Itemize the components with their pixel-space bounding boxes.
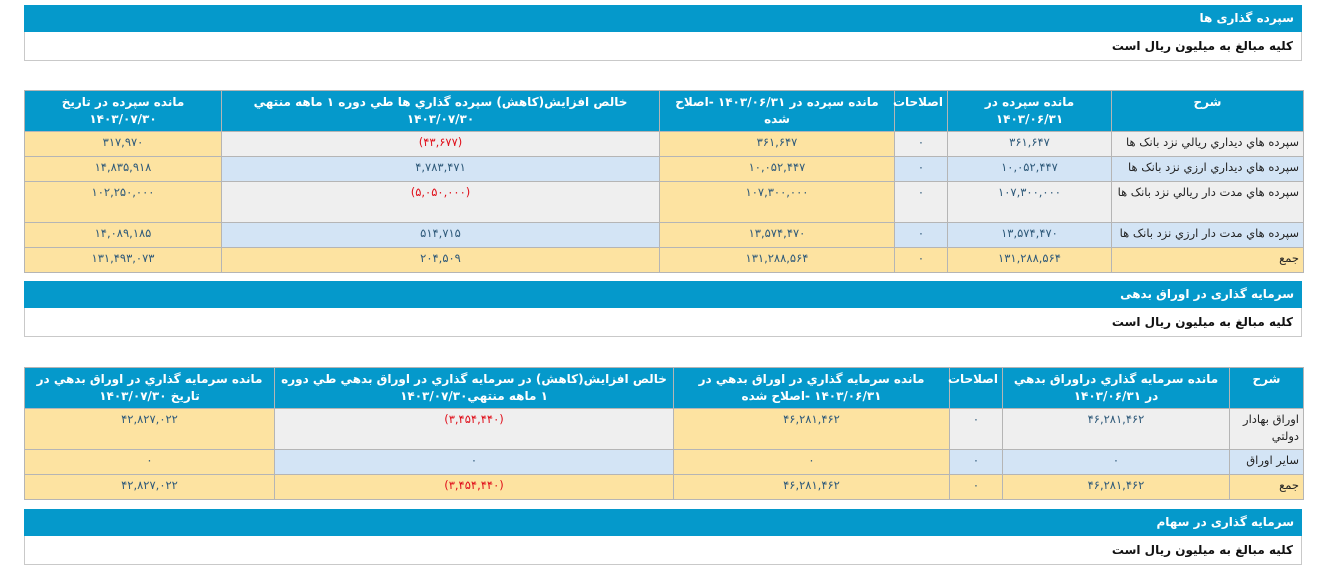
section-title: سرمایه گذاری در اوراق بدهی xyxy=(24,281,1302,308)
section-title: سپرده گذاری ها xyxy=(24,5,1302,32)
deposits-table xyxy=(24,90,1304,273)
cell-adjustments: ۰ xyxy=(950,450,1003,475)
cell-adjustments: ۰ xyxy=(950,409,1003,450)
section-note: کلیه مبالغ به میلیون ریال است xyxy=(24,32,1302,61)
cell-closing: ۱۰۲,۲۵۰,۰۰۰ xyxy=(25,182,222,223)
cell-net-change: (۳,۴۵۴,۴۴۰) xyxy=(275,475,674,500)
section-title: سرمایه گذاری در سهام xyxy=(24,509,1302,536)
bonds-section-header xyxy=(24,281,1302,337)
table-row xyxy=(25,182,1304,223)
table-row xyxy=(25,450,1304,475)
table-row xyxy=(25,132,1304,157)
cell-adjustments: ۰ xyxy=(895,132,948,157)
cell-opening: ۱۰,۰۵۲,۴۴۷ xyxy=(948,157,1112,182)
cell-description: جمع xyxy=(1230,475,1304,500)
cell-adjusted: ۱۰۷,۳۰۰,۰۰۰ xyxy=(660,182,895,223)
cell-adjustments: ۰ xyxy=(895,182,948,223)
cell-closing: ۴۲,۸۲۷,۰۲۲ xyxy=(25,475,275,500)
cell-opening: ۰ xyxy=(1003,450,1230,475)
table-header-row xyxy=(25,368,1304,409)
cell-closing: ۱۴,۰۸۹,۱۸۵ xyxy=(25,223,222,248)
col-header-net-change: خالص افزایش(کاهش) سپرده گذاري ها طي دوره ۱ ماهه منتهي ۱۴۰۳/۰۷/۳۰ xyxy=(222,91,660,132)
cell-net-change: ۲۰۴,۵۰۹ xyxy=(222,248,660,273)
col-header-net-change: خالص افزایش(کاهش) در سرمایه گذاري در اوراق بدهي طي دوره ۱ ماهه منتهي۱۴۰۳/۰۷/۳۰ xyxy=(275,368,674,409)
col-header-closing: مانده سرمایه گذاري در اوراق بدهي در تاریخ ۱۴۰۳/۰۷/۳۰ xyxy=(25,368,275,409)
cell-adjusted: ۱۳,۵۷۴,۴۷۰ xyxy=(660,223,895,248)
cell-opening: ۱۳,۵۷۴,۴۷۰ xyxy=(948,223,1112,248)
cell-description: اوراق بهادار دولتي xyxy=(1230,409,1304,450)
bonds-table xyxy=(24,367,1304,500)
col-header-description: شرح xyxy=(1230,368,1304,409)
cell-adjusted: ۴۶,۲۸۱,۴۶۲ xyxy=(674,475,950,500)
cell-description: سایر اوراق xyxy=(1230,450,1304,475)
section-note: کلیه مبالغ به میلیون ریال است xyxy=(24,536,1302,565)
cell-net-change: (۵,۰۵۰,۰۰۰) xyxy=(222,182,660,223)
cell-net-change: ۴,۷۸۳,۴۷۱ xyxy=(222,157,660,182)
cell-description: سپرده هاي مدت دار ارزي نزد بانک ها xyxy=(1112,223,1304,248)
cell-adjustments: ۰ xyxy=(895,157,948,182)
table-total-row xyxy=(25,248,1304,273)
cell-adjusted: ۱۳۱,۲۸۸,۵۶۴ xyxy=(660,248,895,273)
cell-opening: ۴۶,۲۸۱,۴۶۲ xyxy=(1003,409,1230,450)
cell-closing: ۳۱۷,۹۷۰ xyxy=(25,132,222,157)
table-row xyxy=(25,157,1304,182)
cell-opening: ۱۰۷,۳۰۰,۰۰۰ xyxy=(948,182,1112,223)
cell-net-change: ۰ xyxy=(275,450,674,475)
deposits-section-header xyxy=(24,5,1302,61)
cell-adjustments: ۰ xyxy=(950,475,1003,500)
cell-opening: ۴۶,۲۸۱,۴۶۲ xyxy=(1003,475,1230,500)
table-total-row xyxy=(25,475,1304,500)
cell-net-change: (۴۳,۶۷۷) xyxy=(222,132,660,157)
col-header-description: شرح xyxy=(1112,91,1304,132)
cell-adjusted: ۳۶۱,۶۴۷ xyxy=(660,132,895,157)
cell-closing: ۱۳۱,۴۹۳,۰۷۳ xyxy=(25,248,222,273)
col-header-adjustments: اصلاحات xyxy=(950,368,1003,409)
cell-adjusted: ۱۰,۰۵۲,۴۴۷ xyxy=(660,157,895,182)
col-header-adjustments: اصلاحات xyxy=(895,91,948,132)
cell-closing: ۰ xyxy=(25,450,275,475)
cell-closing: ۴۲,۸۲۷,۰۲۲ xyxy=(25,409,275,450)
table-row xyxy=(25,409,1304,450)
col-header-opening: مانده سپرده در ۱۴۰۳/۰۶/۳۱ xyxy=(948,91,1112,132)
col-header-adjusted: مانده سرمایه گذاري در اوراق بدهي در ۱۴۰۳/۰۶/۳۱ -اصلاح شده xyxy=(674,368,950,409)
table-row xyxy=(25,223,1304,248)
col-header-closing: مانده سپرده در تاریخ ۱۴۰۳/۰۷/۳۰ xyxy=(25,91,222,132)
section-note: کلیه مبالغ به میلیون ریال است xyxy=(24,308,1302,337)
cell-opening: ۳۶۱,۶۴۷ xyxy=(948,132,1112,157)
cell-description: سپرده هاي ديداري ريالي نزد بانک ها xyxy=(1112,132,1304,157)
cell-description: جمع xyxy=(1112,248,1304,273)
cell-net-change: ۵۱۴,۷۱۵ xyxy=(222,223,660,248)
cell-closing: ۱۴,۸۳۵,۹۱۸ xyxy=(25,157,222,182)
col-header-adjusted: مانده سپرده در ۱۴۰۳/۰۶/۳۱ -اصلاح شده xyxy=(660,91,895,132)
cell-adjusted: ۰ xyxy=(674,450,950,475)
cell-adjustments: ۰ xyxy=(895,223,948,248)
cell-adjustments: ۰ xyxy=(895,248,948,273)
cell-description: سپرده هاي مدت دار ريالي نزد بانک ها xyxy=(1112,182,1304,223)
col-header-opening: مانده سرمایه گذاري دراوراق بدهي در ۱۴۰۳/۰۶/۳۱ xyxy=(1003,368,1230,409)
cell-opening: ۱۳۱,۲۸۸,۵۶۴ xyxy=(948,248,1112,273)
cell-adjusted: ۴۶,۲۸۱,۴۶۲ xyxy=(674,409,950,450)
cell-description: سپرده هاي ديداري ارزي نزد بانک ها xyxy=(1112,157,1304,182)
cell-net-change: (۳,۴۵۴,۴۴۰) xyxy=(275,409,674,450)
stocks-section-header xyxy=(24,509,1302,565)
table-header-row xyxy=(25,91,1304,132)
